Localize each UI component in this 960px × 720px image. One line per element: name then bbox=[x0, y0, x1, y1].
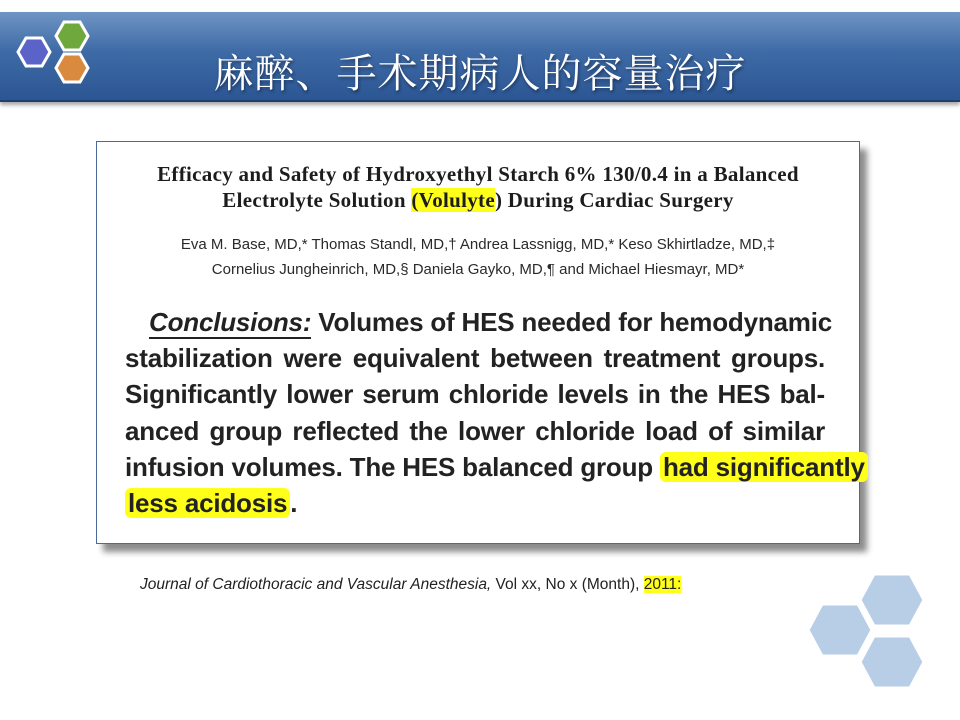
conclusion-line2: stabilization were equivalent between treatment groups. bbox=[125, 343, 825, 373]
conclusion-line5 bbox=[125, 452, 865, 483]
journal-details: Vol xx, No x (Month), bbox=[491, 576, 644, 593]
conclusion-line3: Significantly lower serum chloride levels in the HES bal- bbox=[125, 379, 825, 409]
authors-line1: Eva M. Base, MD,* Thomas Standl, MD,† Andrea Lassnigg, MD,* Keso Skhirtladze, MD,‡ bbox=[180, 236, 776, 253]
paper-title-line2 bbox=[97, 188, 859, 213]
hex-orange bbox=[56, 54, 88, 82]
slide-title: 麻醉、手术期病人的容量治疗 bbox=[213, 51, 747, 97]
journal-citation bbox=[140, 576, 681, 594]
volulyte-highlight: (Volulyte bbox=[411, 188, 495, 212]
authors-line2: Cornelius Jungheinrich, MD,§ Daniela Gayko, MD,¶ and Michael Hiesmayr, MD* bbox=[211, 261, 745, 278]
paper-title-line2-pre: Electrolyte Solution bbox=[222, 188, 412, 212]
conclusion-line6-text: . bbox=[290, 488, 298, 518]
conclusion-line1 bbox=[149, 307, 832, 338]
paper-title-line1: Efficacy and Safety of Hydroxyethyl Starch 6% 130/0.4 in a Balanced bbox=[157, 162, 799, 186]
significant-highlight: had significantly bbox=[660, 452, 868, 482]
header-bar bbox=[0, 12, 960, 102]
conclusion-line5-text: infusion volumes. The HES balanced group bbox=[125, 452, 660, 482]
paper-title-line2-post: ) During Cardiac Surgery bbox=[494, 188, 734, 212]
conclusion-line6 bbox=[125, 488, 825, 519]
hex-deco-left bbox=[808, 604, 872, 656]
hex-green bbox=[56, 22, 88, 50]
conclusion-line1-text: Volumes of HES needed for hemodynamic bbox=[311, 307, 832, 337]
hex-deco-bottom bbox=[860, 636, 924, 688]
hexagon-logo-icon bbox=[12, 14, 102, 96]
conclusions-label: Conclusions: bbox=[149, 307, 312, 337]
journal-year: 2011: bbox=[643, 576, 682, 593]
acidosis-highlight: less acidosis bbox=[125, 488, 290, 518]
hex-deco-top bbox=[860, 574, 924, 626]
paper-excerpt-card bbox=[96, 141, 865, 544]
hex-blue bbox=[18, 38, 50, 66]
hexagon-decoration-icon bbox=[806, 572, 928, 692]
conclusion-line4: anced group reflected the lower chloride load of similar bbox=[125, 416, 825, 446]
journal-name: Journal of Cardiothoracic and Vascular Anesthesia, bbox=[140, 576, 492, 593]
